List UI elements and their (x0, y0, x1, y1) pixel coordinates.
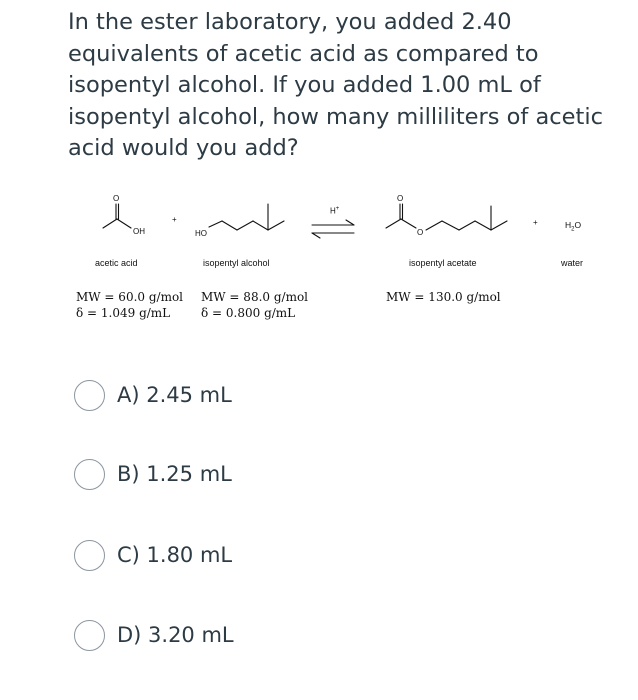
water-label: water (561, 258, 584, 268)
plus-sign-1: + (172, 215, 177, 224)
isopentyl-alcohol-mw: MW = 88.0 g/mol (201, 290, 309, 304)
answer-option-b[interactable] (74, 456, 232, 492)
acetic-acid-oh: OH (133, 227, 145, 236)
isopentyl-acetate-mw: MW = 130.0 g/mol (386, 290, 501, 304)
ester-carbonyl-oxygen: O (397, 194, 404, 203)
answer-option-b-label: B) 1.25 mL (117, 462, 232, 486)
answer-option-d[interactable] (74, 617, 234, 653)
isopentyl-acetate-label: isopentyl acetate (409, 258, 477, 268)
answer-option-c-label: C) 1.80 mL (117, 543, 233, 567)
reaction-scheme (0, 190, 638, 340)
acetic-acid-mw: MW = 60.0 g/mol (76, 290, 184, 304)
answer-option-d-label: D) 3.20 mL (117, 623, 234, 647)
isopentyl-alcohol-density: δ = 0.800 g/mL (201, 306, 296, 320)
answer-option-a-label: A) 2.45 mL (117, 383, 232, 407)
plus-sign-2: + (533, 218, 538, 227)
isopentyl-alcohol-properties (201, 289, 308, 321)
acetic-acid-label: acetic acid (95, 258, 138, 268)
question-line: acid would you add? (68, 135, 299, 161)
acetic-acid-properties (76, 289, 183, 321)
alcohol-ho: HO (195, 229, 207, 238)
radio-button-d[interactable] (74, 620, 105, 651)
acetic-acid-density: δ = 1.049 g/mL (76, 306, 171, 320)
answer-option-a[interactable] (74, 377, 232, 413)
water-formula: $H_2O$ (565, 220, 582, 233)
question-line: isopentyl alcohol, how many milliliters of acetic (68, 103, 603, 130)
answer-option-c[interactable] (74, 537, 232, 573)
question-text (68, 7, 628, 165)
radio-button-b[interactable] (74, 459, 105, 490)
isopentyl-acetate-structure (386, 204, 507, 230)
question-line: equivalents of acetic acid as compared to (68, 40, 539, 67)
radio-button-c[interactable] (74, 540, 105, 571)
ester-oxygen: O (417, 228, 424, 237)
isopentyl-alcohol-label: isopentyl alcohol (203, 258, 270, 268)
acetic-acid-structure (103, 204, 131, 228)
question-line: In the ester laboratory, you added 2.40 (68, 9, 512, 35)
isopentyl-alcohol-structure (209, 204, 284, 230)
isopentyl-acetate-properties (386, 289, 501, 305)
acetic-acid-oxygen: O (113, 194, 120, 203)
question-line: isopentyl alcohol. If you added 1.00 mL of (68, 72, 541, 98)
equilibrium-arrows (312, 220, 354, 238)
catalyst-label: H+ (330, 206, 340, 216)
radio-button-a[interactable] (74, 380, 105, 411)
